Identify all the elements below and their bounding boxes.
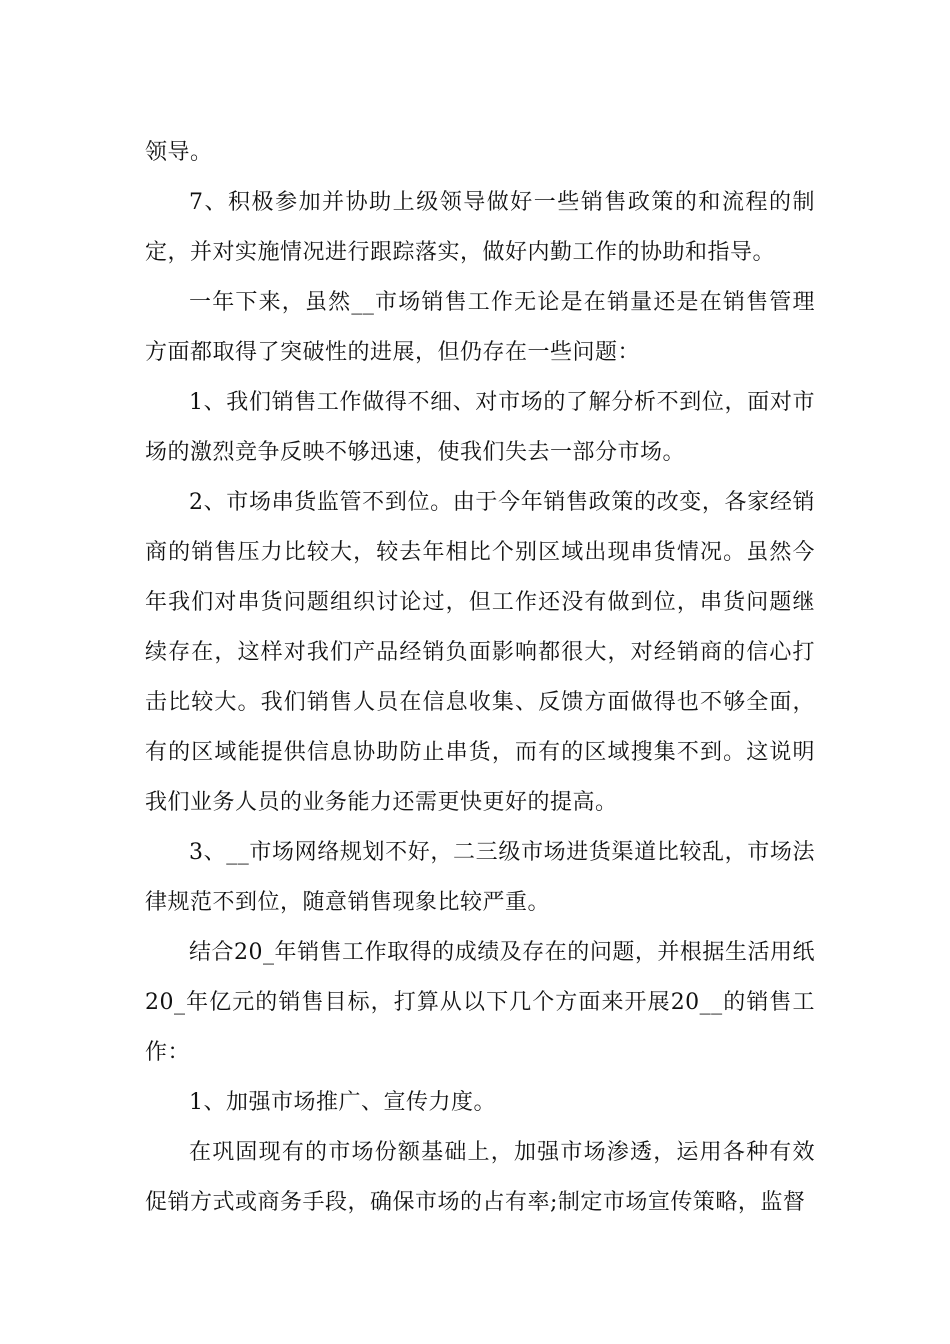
- paragraph-plan-intro: 结合20_年销售工作取得的成绩及存在的问题，并根据生活用纸20_年亿元的销售目标，打算从以下几个方面来开展20__的销售工作：: [145, 940, 815, 1065]
- paragraph-item-7: 7、积极参加并协助上级领导做好一些销售政策的和流程的制定，并对实施情况进行跟踪落实，做好内勤工作的协助和指导。: [145, 190, 815, 265]
- paragraph-plan-1-body: 在巩固现有的市场份额基础上，加强市场渗透，运用各种有效促销方式或商务手段，确保市场的占有率;制定市场宣传策略，监督: [145, 1140, 815, 1215]
- paragraph-continuation: 领导。: [145, 140, 213, 165]
- paragraph-plan-1-heading: 1、加强市场推广、宣传力度。: [189, 1090, 496, 1115]
- paragraph-problem-1: 1、我们销售工作做得不细、对市场的了解分析不到位，面对市场的激烈竞争反映不够迅速，使我们失去一部分市场。: [145, 390, 815, 465]
- paragraph-problem-3: 3、__市场网络规划不好，二三级市场进货渠道比较乱，市场法律规范不到位，随意销售现象比较严重。: [145, 840, 815, 915]
- paragraph-problem-2: 2、市场串货监管不到位。由于今年销售政策的改变，各家经销商的销售压力比较大，较去年相比个别区域出现串货情况。虽然今年我们对串货问题组织讨论过，但工作还没有做到位，串货问题继续存在，这样对我们产品经销负面影响都很大，对经销商的信心打击比较大。我们销售人员在信息收集、反馈方面做得也不够全面，有的区域能提供信息协助防止串货，而有的区域搜集不到。这说明我们业务人员的业务能力还需更快更好的提高。: [145, 490, 815, 815]
- document-body: [145, 128, 815, 1228]
- paragraph-summary: 一年下来，虽然__市场销售工作无论是在销量还是在销售管理方面都取得了突破性的进展，但仍存在一些问题：: [145, 290, 815, 365]
